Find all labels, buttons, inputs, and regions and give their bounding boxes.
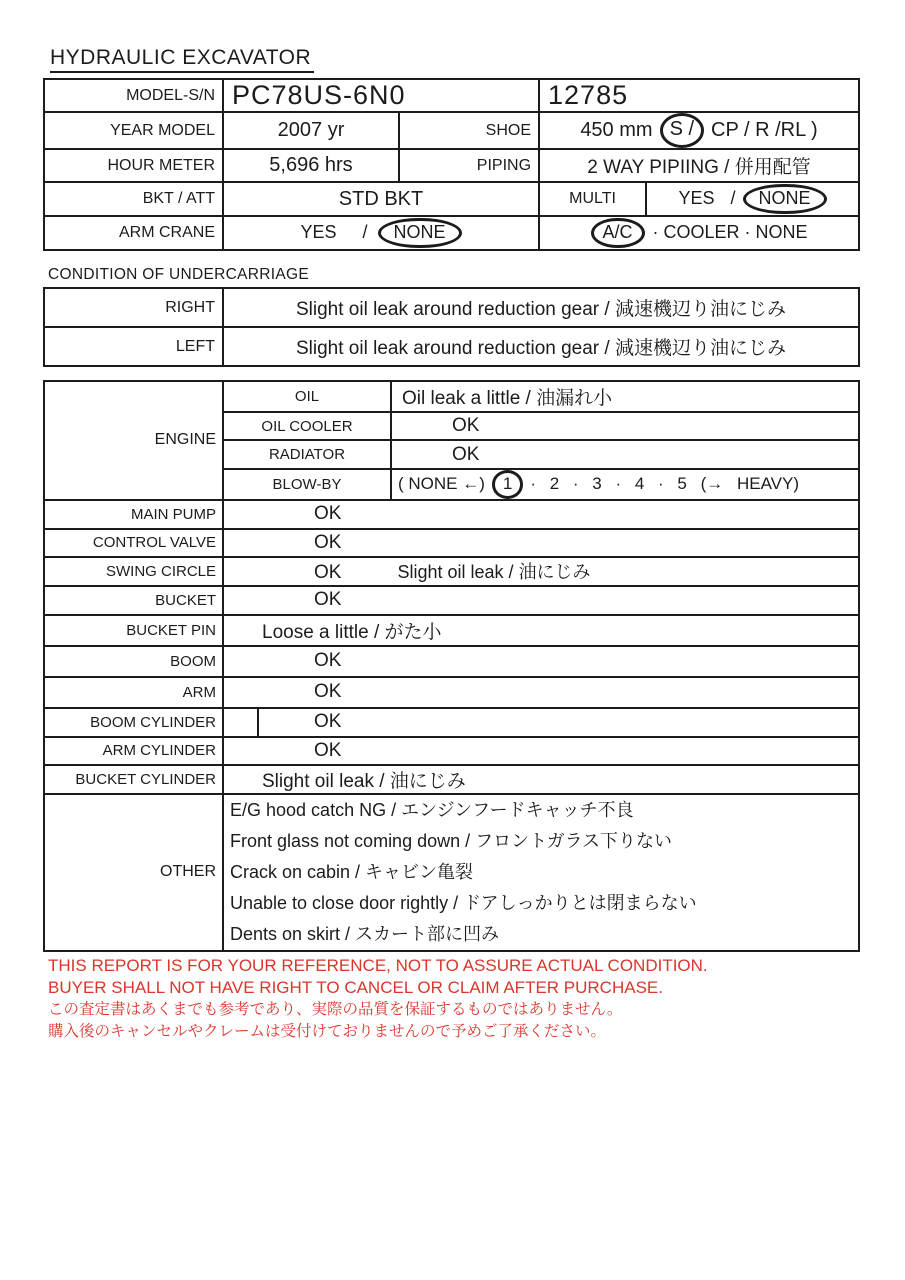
shoe-value-cell	[539, 112, 859, 149]
hour-meter-value: 5,696 hrs	[223, 149, 399, 182]
bucket-pin-value: Loose a little / がた小	[223, 615, 859, 646]
main-pump-value: OK	[223, 500, 859, 529]
arm-crane-slash: /	[362, 222, 368, 243]
swing-circle-value: OK	[314, 562, 342, 584]
disclaimer-line-en: BUYER SHALL NOT HAVE RIGHT TO CANCEL OR CLAIM AFTER PURCHASE.	[48, 978, 663, 997]
control-valve-label: CONTROL VALVE	[44, 529, 223, 557]
left-label: LEFT	[44, 327, 223, 366]
shoe-value-prefix: 450 mm	[580, 119, 653, 141]
undercarriage-heading: CONDITION OF UNDERCARRIAGE	[48, 266, 309, 283]
engine-label: ENGINE	[44, 381, 223, 500]
other-notes-cell	[223, 794, 859, 951]
arm-crane-value-cell	[223, 216, 539, 250]
model-value: PC78US-6N0	[223, 79, 539, 112]
disclaimer-block	[48, 955, 708, 1043]
bkt-att-label: BKT / ATT	[44, 182, 223, 216]
swing-circle-value-cell	[223, 557, 859, 586]
multi-circled-option: NONE	[743, 184, 827, 215]
shoe-label: SHOE	[399, 112, 539, 149]
year-model-label: YEAR MODEL	[44, 112, 223, 149]
swing-circle-label: SWING CIRCLE	[44, 557, 223, 586]
table-row	[44, 708, 859, 737]
other-label: OTHER	[44, 794, 223, 951]
condition-table	[43, 380, 860, 952]
control-valve-value: OK	[223, 529, 859, 557]
piping-value: 2 WAY PIPIING / 併用配管	[539, 149, 859, 182]
multi-label: MULTI	[539, 182, 646, 216]
bkt-att-value: STD BKT	[223, 182, 539, 216]
left-condition: Slight oil leak around reduction gear / 減速機辺り油にじみ	[223, 327, 859, 366]
blow-by-circled-rating: 1	[492, 470, 523, 499]
shoe-circled-option: S /	[660, 113, 704, 148]
bucket-value: OK	[223, 586, 859, 615]
arm-cylinder-label: ARM CYLINDER	[44, 737, 223, 765]
bucket-cylinder-value: Slight oil leak / 油にじみ	[223, 765, 859, 794]
boom-cylinder-label: BOOM CYLINDER	[44, 708, 223, 737]
table-row	[44, 79, 859, 112]
blow-by-scale: · 2 · 3 · 4 · 5 (→ HEAVY)	[530, 474, 800, 494]
table-row	[44, 794, 859, 951]
bucket-label: BUCKET	[44, 586, 223, 615]
radiator-label: RADIATOR	[223, 440, 391, 469]
disclaimer-line-en: THIS REPORT IS FOR YOUR REFERENCE, NOT TO ASSURE ACTUAL CONDITION.	[48, 956, 708, 975]
ac-circled-option: A/C	[591, 218, 645, 249]
year-model-value: 2007 yr	[223, 112, 399, 149]
blow-by-label: BLOW-BY	[223, 469, 391, 500]
serial-value: 12785	[539, 79, 859, 112]
table-row	[44, 737, 859, 765]
bucket-cylinder-label: BUCKET CYLINDER	[44, 765, 223, 794]
oil-cooler-label: OIL COOLER	[223, 412, 391, 440]
undercarriage-table	[43, 287, 860, 367]
hour-meter-label: HOUR METER	[44, 149, 223, 182]
engine-oil-value: Oil leak a little / 油漏れ小	[391, 381, 859, 412]
table-row	[44, 646, 859, 677]
arm-label: ARM	[44, 677, 223, 708]
model-sn-label: MODEL-S/N	[44, 79, 223, 112]
arm-crane-circled-option: NONE	[378, 218, 462, 249]
arm-crane-yes-option: YES	[300, 222, 337, 243]
table-row	[44, 586, 859, 615]
multi-yes-option: YES	[678, 188, 715, 209]
table-row	[44, 500, 859, 529]
main-pump-label: MAIN PUMP	[44, 500, 223, 529]
table-row	[44, 765, 859, 794]
other-note-line: Front glass not coming down / フロントガラス下りない	[230, 830, 673, 851]
table-row	[44, 288, 859, 327]
other-note-line: Unable to close door rightly / ドアしっかりとは閉まらない	[230, 892, 697, 913]
boom-value: OK	[223, 646, 859, 677]
table-row	[44, 216, 859, 250]
piping-label: PIPING	[399, 149, 539, 182]
arm-crane-label: ARM CRANE	[44, 216, 223, 250]
ac-other-options: · COOLER · NONE	[652, 222, 808, 243]
table-row	[44, 677, 859, 708]
table-row	[44, 182, 859, 216]
disclaimer-line-jp: この査定書はあくまでも参考であり、実際の品質を保証するものではありません。	[48, 1001, 623, 1018]
spec-table	[43, 78, 860, 251]
shoe-other-options: CP / R /RL )	[711, 119, 818, 141]
right-label: RIGHT	[44, 288, 223, 327]
oil-cooler-value: OK	[391, 412, 859, 440]
page-title: HYDRAULIC EXCAVATOR	[50, 46, 314, 73]
other-note-line: E/G hood catch NG / エンジンフードキャッチ不良	[230, 799, 634, 820]
swing-circle-note: Slight oil leak / 油にじみ	[397, 562, 591, 583]
arm-value: OK	[223, 677, 859, 708]
right-condition: Slight oil leak around reduction gear / 減速機辺り油にじみ	[223, 288, 859, 327]
bucket-pin-label: BUCKET PIN	[44, 615, 223, 646]
table-row	[44, 615, 859, 646]
table-row	[44, 112, 859, 149]
blow-by-prefix: ( NONE ←)	[398, 474, 485, 494]
disclaimer-line-jp: 購入後のキャンセルやクレームは受付けておりませんので予めご了承ください。	[48, 1023, 607, 1040]
table-row	[44, 149, 859, 182]
table-row	[44, 529, 859, 557]
table-row	[44, 381, 859, 412]
engine-oil-label: OIL	[223, 381, 391, 412]
radiator-value: OK	[391, 440, 859, 469]
other-note-line: Dents on skirt / スカート部に凹み	[230, 923, 500, 944]
other-note-line: Crack on cabin / キャビン亀裂	[230, 861, 474, 882]
table-row	[44, 557, 859, 586]
multi-slash: /	[730, 188, 736, 209]
boom-label: BOOM	[44, 646, 223, 677]
boom-cylinder-value: OK	[223, 708, 859, 737]
blow-by-scale-cell	[391, 469, 859, 500]
multi-value-cell	[646, 182, 859, 216]
ac-cooler-cell	[539, 216, 859, 250]
arm-cylinder-value: OK	[223, 737, 859, 765]
table-row	[44, 327, 859, 366]
